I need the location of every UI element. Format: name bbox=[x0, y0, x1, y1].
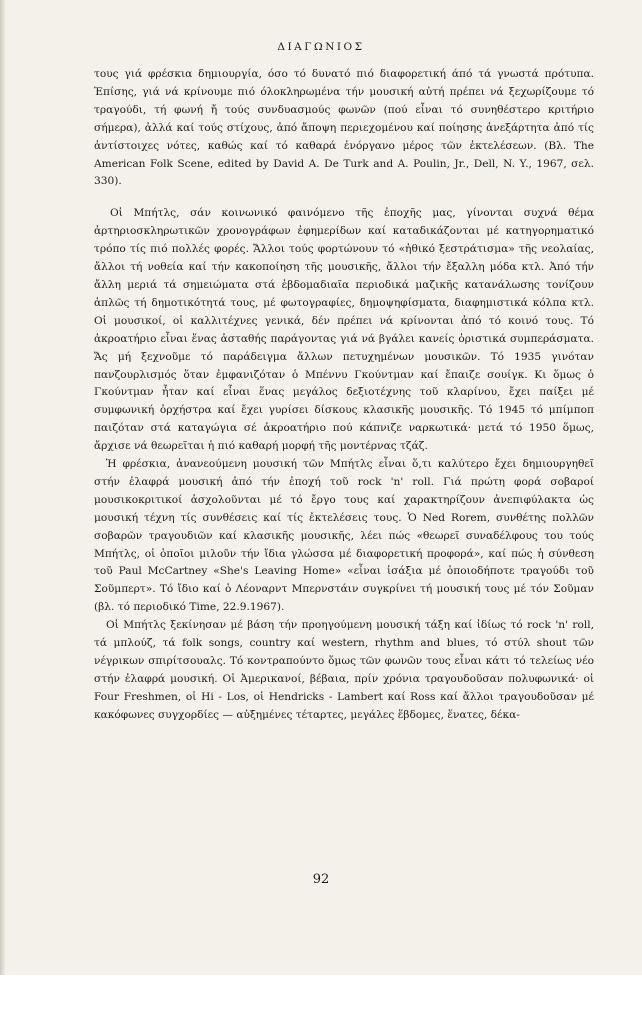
scan-bottom-margin bbox=[0, 975, 642, 1024]
body-text bbox=[94, 66, 594, 725]
page-gutter-shadow bbox=[0, 0, 6, 975]
paragraph-1: τους γιά φρέσκια δημιουργία, όσο τό δυνατό πιό διαφορετική άπό τά γνωστά πρότυπα. Ἐπίσης, γιά νά κρίνουμε πιό όλοκληρωμένα τήν μουσική αὐτή πρέπει νά ξεχωρίζουμε τό τραγούδι, τή φωνή ἤ τούς συνδυασμούς φωνῶν (πού εἶναι τό συνηθέστερο κριτήριο σήμερα), ἀλλά καί τούς στίχους, ἀπό ἄποψη περιεχομένου καί ποίησης ἀνεξάρτητα ἀπό τίς ἀντίστοιχες νότες, καθώς καί τό καθαρά ἐνόργανο μέρος τῶν ἐκτελέσεων. (Βλ. The American Folk Scene, edited by David A. De Turk and A. Poulin, Jr., Dell, N. Y., 1967, σελ. 330). bbox=[94, 68, 594, 188]
page-number: 92 bbox=[312, 872, 330, 887]
paragraph-4: Οἱ Μπήτλς ξεκίνησαν μέ βάση τήν προηγούμενη μουσική τάξη καί ἰδίως τό rock 'n' roll, τά μπλούζ, τά folk songs, country καί western, rhythm and blues, τό στύλ shout τῶν νέγρικων σπιρίτσουαλς. Τό κοντραπούντο ὅμως τῶν φωνῶν τους εἶναι κάτι τό τελείως νέο στήν ἐλαφρά μουσική. Οἱ Ἀμερικανοί, βέβαια, πρίν χρόνια τραγουδοῦσαν πολυφωνικά· οἱ Four Freshmen, οἱ Hi - Los, οἱ Hendricks - Lambert καί Ross καί ἄλλοι τραγουδοῦσαν μέ κακόφωνες συγχορδίες — αὐξημένες τέταρτες, μεγάλες ἕβδομες, ἕνατες, δέκα- bbox=[94, 619, 594, 721]
running-title: ΔΙΑΓΩΝΙΟΣ bbox=[277, 41, 365, 53]
paragraph-2: Οἱ Μπήτλς, σάν κοινωνικό φαινόμενο τῆς ἐποχῆς μας, γίνονται συχνά θέμα ἀρτηριοσκληρωτικῶν χρονογράφων ἐφημερίδων καί καταδικάζονται μέ κατηγορηματικό τρόπο τίς πιό πολλές φορές. Ἄλλοι τούς φορτώνουν τό «ἠθικό ξεστράτισμα» τῆς νεολαίας, ἄλλοι τή νοθεία καί τήν κακοποίηση τῆς μουσικῆς, ἄλλοι τήν ἔξαλλη μόδα κτλ. Ἀπό τήν ἄλλη μεριά τά σημειώματα στά ἑβδομαδιαῖα περιοδικά μαζικῆς κατανάλωσης τονίζουν ἁπλῶς τή δημοτικότητά τους, μέ φωτογραφίες, δημοψηφίσματα, διαφημιστικά κόλπα κτλ. Οἱ μουσικοί, οἱ καλλιτέχνες γενικά, δέν πρέπει νά κρίνονται ἀπό τό κοινό τους. Τό ἀκροατήριο εἶναι ἕνας ἀσταθής παράγοντας γιά νά βγάλει κανείς ὁριστικά συμπεράσματα. Ἄς μή ξεχνοῦμε τό παράδειγμα ἄλλων πετυχημένων μουσικῶν. Τό 1935 γινόταν πανζουρλισμός ὅταν ἐμφανιζόταν ὁ Μπέννυ Γκούντμαν καί ἔπαιζε σουίγκ. Κι ὅμως ὁ Γκούντμαν ἦταν καί εἶναι ἕνας μεγάλος δεξιοτέχνης τοῦ κλαρίνου, ἔχει παίξει μέ συμφωνική ὀρχήστρα καί ἔχει γυρίσει δίσκους κλασικῆς μουσικῆς. Τό 1945 τό μπίμποπ παιζόταν στά καταγώγια σέ ἀκροατήριο πού κάπνιζε ναρκωτικά· μετά τό 1950 ὅμως, ἄρχισε νά θεωρεῖται ἡ πιό καθαρή μορφή τῆς μοντέρνας τζάζ. bbox=[94, 207, 594, 453]
paragraph-3: Ἡ φρέσκια, ἀνανεούμενη μουσική τῶν Μπήτλς εἶναι ὅ,τι καλύτερο ἔχει δημιουργηθεῖ στήν ἐλαφρά μουσική ἀπό τήν ἐποχή τοῦ rock 'n' roll. Γιά πρώτη φορά σοβαροί μουσικοκριτικοί ἀσχολοῦνται μέ τό ἔργο τους καί χαρακτηρίζουν ἀνεπιφύλακτα ὡς μουσική τέχνη τίς συνθέσεις καί τίς ἐκτελέσεις τους. Ὁ Ned Rorem, συνθέτης πολλῶν σοβαρῶν τραγουδιῶν καί κλασικῆς μουσικῆς, λέει πώς «θεωρεῖ συναδέλφους του τούς Μπήτλς, οἱ ὁποῖοι μιλοῦν τήν ἴδια γλώσσα μέ διαφορετική προφορά», καί πώς ἡ σύνθεση τοῦ Paul McCartney «She's Leaving Home» «εἶναι ἰσάξια μέ ὁποιοδήποτε τραγούδι τοῦ Σοῦμπερτ». Τό ἴδιο καί ὁ Λέοναρντ Μπερνστάιν συγκρίνει τή μουσική τους μέ τόν Σοῦμαν (βλ. τό περιοδικό Time, 22.9.1967). bbox=[94, 458, 594, 614]
